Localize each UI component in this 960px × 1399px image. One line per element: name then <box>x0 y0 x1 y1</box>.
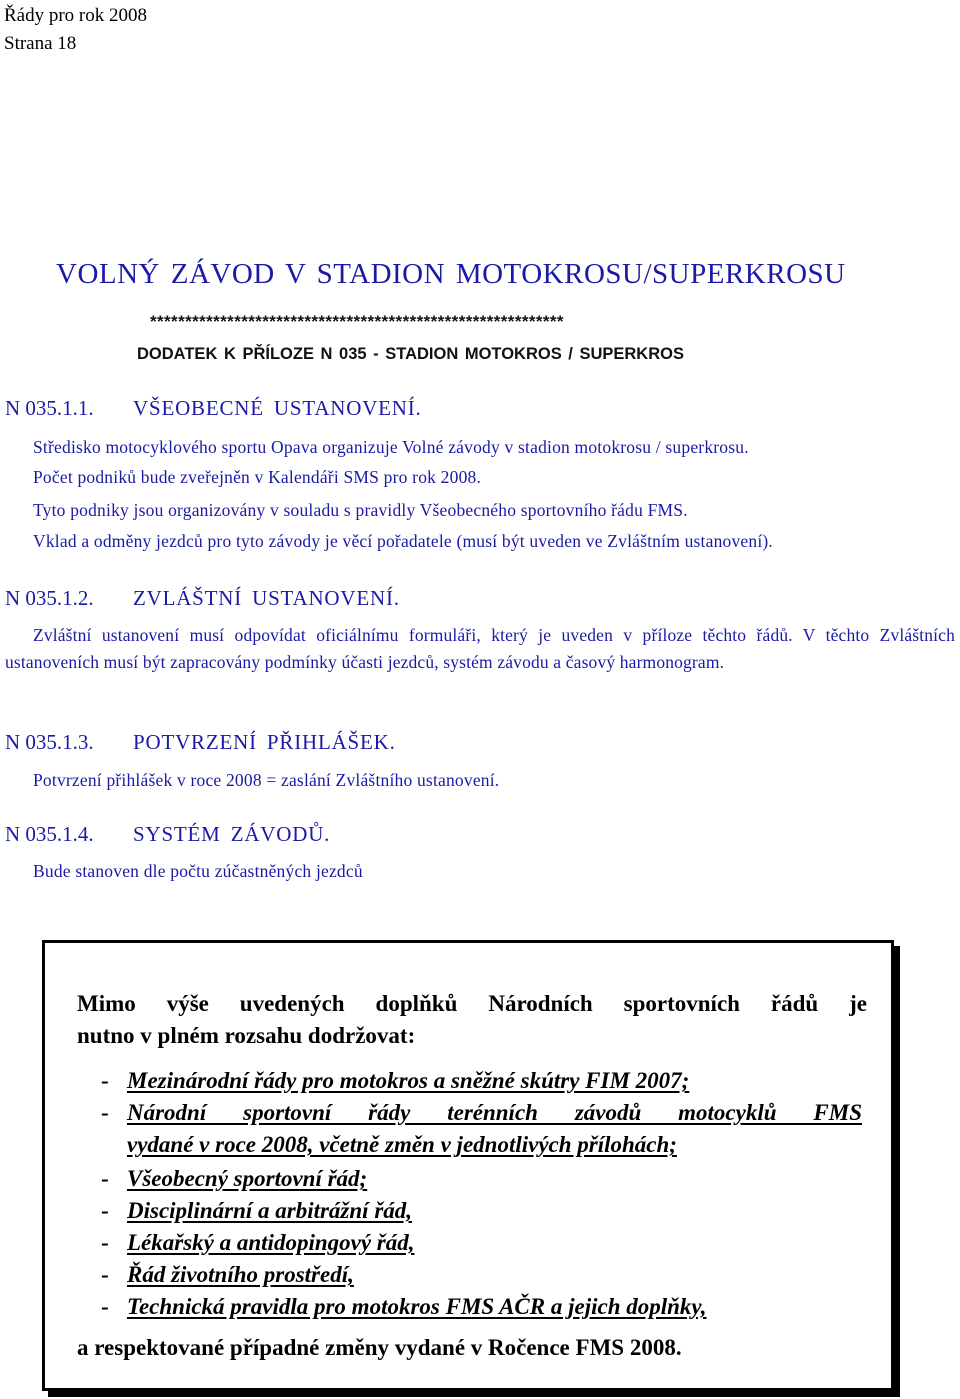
list-dash: - <box>101 1294 109 1319</box>
section-3-text: Potvrzení přihlášek v roce 2008 = zaslání Zvláštního ustanovení. <box>33 770 500 790</box>
section-number: N 035.1.2. <box>5 586 94 610</box>
section-heading-2 <box>5 586 400 611</box>
notice-footer: a respektované případné změny vydané v Ročence FMS 2008. <box>77 1335 682 1360</box>
list-item-text: Mezinárodní řády pro motokros a sněžné skútry FIM 2007; <box>127 1068 690 1093</box>
section-heading-1 <box>5 396 422 421</box>
notice-heading-line-1: Mimo výše uvedených doplňků Národních sportovních řádů je <box>77 991 867 1016</box>
list-item-continuation <box>127 1129 677 1161</box>
section-1-line-3: Tyto podniky jsou organizovány v souladu s pravidly Všeobecného sportovního řádu FMS. <box>33 500 688 520</box>
section-name: VŠEOBECNÉ USTANOVENÍ. <box>133 396 422 420</box>
list-item <box>101 1195 412 1227</box>
section-heading-4 <box>5 822 330 847</box>
list-dash: - <box>101 1100 109 1125</box>
notice-box <box>42 940 894 1391</box>
section-4-text: Bude stanoven dle počtu zúčastněných jezdců <box>33 861 363 881</box>
list-item-text: Všeobecný sportovní řád; <box>127 1166 368 1191</box>
section-1-line-4: Vklad a odměny jezdců pro tyto závody je věcí pořadatele (musí být uveden ve Zvláštním ustanovení). <box>33 531 773 551</box>
list-dash: - <box>101 1068 109 1093</box>
list-dash: - <box>101 1166 109 1191</box>
list-item <box>101 1291 707 1323</box>
section-name: ZVLÁŠTNÍ USTANOVENÍ. <box>133 586 400 610</box>
section-name: POTVRZENÍ PŘIHLÁŠEK. <box>133 730 396 754</box>
section-1-line-2: Počet podniků bude zveřejněn v Kalendáři SMS pro rok 2008. <box>33 467 482 487</box>
list-dash: - <box>101 1262 109 1287</box>
list-item-text: Lékařský a antidopingový řád, <box>127 1230 415 1255</box>
list-item-text: Technická pravidla pro motokros FMS AČR a jejich doplňky, <box>127 1294 707 1319</box>
list-item <box>101 1163 367 1195</box>
section-number: N 035.1.4. <box>5 822 94 846</box>
section-number: N 035.1.3. <box>5 730 94 754</box>
section-heading-3 <box>5 730 396 755</box>
stars-divider: *********************************************************** <box>150 312 564 331</box>
section-name: SYSTÉM ZÁVODŮ. <box>133 822 331 846</box>
section-2-text: Zvláštní ustanovení musí odpovídat oficiálnímu formuláři, který je uveden v příloze těchto řádů. V těchto Zvláštních ustanoveních musí být zapracovány podmínky účasti jezdců, systém závodu a časový harmonogram. <box>5 625 955 672</box>
document-subtitle: DODATEK K PŘÍLOZE N 035 - STADION MOTOKROS / SUPERKROS <box>137 345 684 363</box>
list-item <box>101 1259 354 1291</box>
list-dash: - <box>101 1230 109 1255</box>
notice-heading-line-2: nutno v plném rozsahu dodržovat: <box>77 1023 416 1048</box>
list-item-text: Disciplinární a arbitrážní řád, <box>127 1198 413 1223</box>
list-item <box>101 1097 862 1129</box>
header-page-number: Strana 18 <box>4 33 77 54</box>
header-doc-title: Řády pro rok 2008 <box>4 5 148 26</box>
list-dash: - <box>101 1198 109 1223</box>
list-item <box>101 1065 689 1097</box>
document-title: VOLNÝ ZÁVOD V STADION MOTOKROSU/SUPERKROSU <box>56 258 846 290</box>
list-item <box>101 1227 415 1259</box>
section-number: N 035.1.1. <box>5 396 94 420</box>
list-item-text: Národní sportovní řády terénních závodů motocyklů FMS <box>127 1100 862 1125</box>
section-1-line-1: Středisko motocyklového sportu Opava organizuje Volné závody v stadion motokrosu / superkrosu. <box>33 437 749 457</box>
notice-heading <box>77 988 867 1052</box>
running-header <box>4 2 147 58</box>
list-item-text: vydané v roce 2008, včetně změn v jednotlivých přílohách; <box>127 1132 677 1157</box>
list-item-text: Řád životního prostředí, <box>127 1262 354 1287</box>
